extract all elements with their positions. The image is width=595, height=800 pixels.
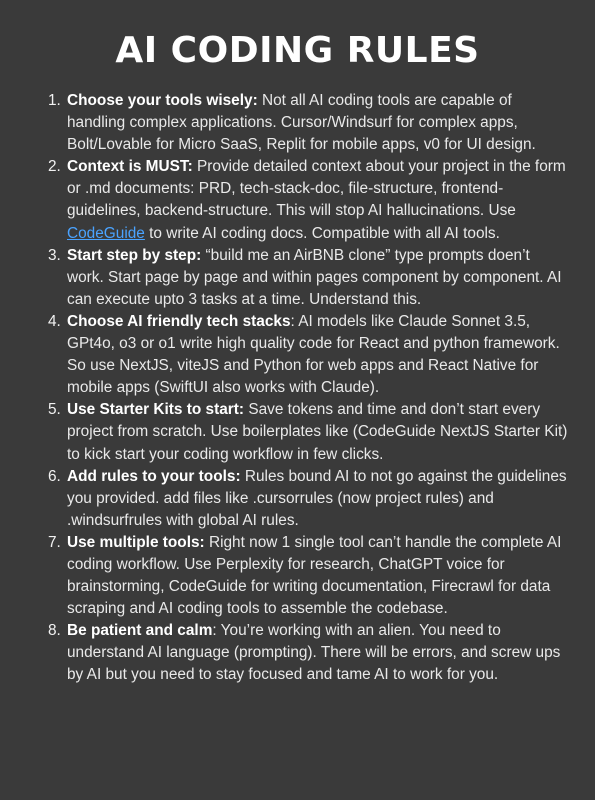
rule-heading: Be patient and calm	[67, 622, 213, 640]
rule-heading: Use multiple tools:	[67, 533, 205, 551]
rule-body: “build me an AirBNB clone” type prompts doen’t work. Start page by page and within pages component by component. AI can execute upto 3 tasks at a time. Understand this.	[67, 246, 562, 308]
rule-item	[48, 466, 570, 532]
rule-item	[48, 311, 570, 399]
rule-item	[48, 532, 570, 620]
rule-number: 3.	[48, 246, 61, 264]
rule-body: Save tokens and time and don’t start every project from scratch. Use boilerplates like (CodeGuide NextJS Starter Kit) to kick start your coding workflow in few clicks.	[67, 401, 568, 463]
rule-body: : You’re working with an alien. You need to understand AI language (prompting). There will be errors, and screw ups by AI but you need to stay focused and tame AI to work for you.	[67, 622, 561, 684]
rule-heading: Choose your tools wisely:	[67, 92, 258, 109]
rule-heading: Context is MUST:	[67, 158, 193, 176]
rule-item	[48, 245, 570, 311]
rule-item	[48, 156, 570, 244]
rule-body: Provide detailed context about your project in the form or .md documents: PRD, tech-stack-doc, file-structure, frontend-guidelines, backend-structure. This will stop AI hallucinations. Use	[67, 158, 566, 220]
rule-item	[48, 399, 570, 465]
codeguide-link[interactable]: CodeGuide	[67, 224, 145, 242]
rule-body: Rules bound AI to not go against the guidelines you provided. add files like .cursorrules (now project rules) and .windsurfrules with global AI rules.	[67, 467, 567, 529]
rule-body: : AI models like Claude Sonnet 3.5, GPt4o, o3 or o1 write high quality code for React and python framework. So use NextJS, viteJS and Python for web apps and React Native for mobile apps (SwiftUI also works with Claude).	[67, 312, 560, 397]
rules-list	[48, 90, 570, 687]
rule-item	[48, 90, 570, 156]
rule-item	[48, 620, 570, 686]
rule-heading: Start step by step:	[67, 246, 202, 264]
rule-heading: Use Starter Kits to start:	[67, 401, 245, 419]
rule-number: 5.	[48, 401, 61, 419]
rule-number: 6.	[48, 467, 61, 485]
rule-number: 2.	[48, 158, 61, 176]
rule-body: Not all AI coding tools are capable of handling complex applications. Cursor/Windsurf for complex apps, Bolt/Lovable for Micro SaaS, Replit for mobile apps, v0 for UI design.	[67, 92, 536, 154]
rule-number: 7.	[48, 533, 61, 551]
rule-heading: Choose AI friendly tech stacks	[67, 312, 291, 330]
rule-body: to write AI coding docs. Compatible with all AI tools.	[144, 224, 500, 242]
rule-number: 1.	[48, 92, 61, 109]
rule-heading: Add rules to your tools:	[67, 467, 241, 485]
rule-body: Right now 1 single tool can’t handle the complete AI coding workflow. Use Perplexity for research, ChatGPT voice for brainstorming, CodeGuide for writing documentation, Firecrawl for data scraping and AI coding tools to assemble the codebase.	[67, 533, 562, 618]
rule-number: 8.	[48, 622, 61, 640]
rule-number: 4.	[48, 312, 61, 330]
page-title: AI CODING RULES	[115, 30, 480, 71]
